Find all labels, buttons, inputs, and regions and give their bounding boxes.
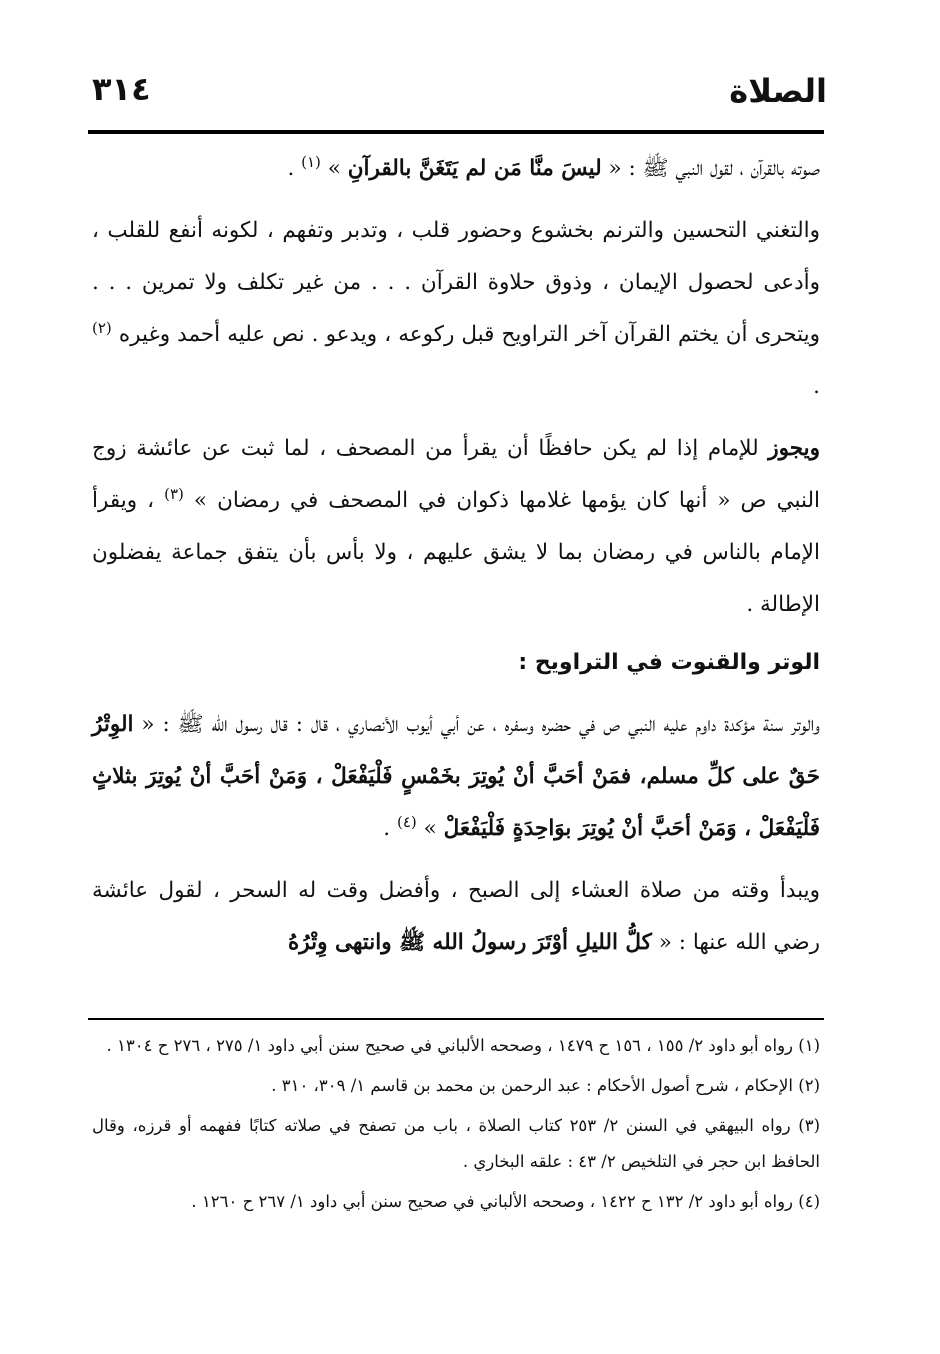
footnotes <box>92 1028 820 1224</box>
page-header <box>92 68 827 120</box>
hadith-quote: ليسَ منَّا مَن لم يَتَغَنَّ بالقرآنِ <box>347 156 602 181</box>
hadith-quote: كلُّ الليلِ أوْتَرَ رسولُ الله ﷺ وانتهى وِتْرُهُ <box>287 930 652 955</box>
footnote-1: (١) رواه أبو داود ٢/ ١٥٥ ، ١٥٦ ح ١٤٧٩ ، وصححه الألباني في صحيح سنن أبي داود ١/ ٢٧٥ ، ٢٧٦ ح ١٣٠٤ . <box>106 1036 820 1055</box>
footnote-4: (٤) رواه أبو داود ٢/ ١٣٢ ح ١٤٢٢ ، وصححه الألباني في صحيح سنن أبي داود ١/ ٢٦٧ ح ١٢٦٠ . <box>191 1192 820 1211</box>
paragraph-text: . <box>287 156 302 181</box>
footnote-ref[interactable]: (٣) <box>164 484 184 503</box>
footnote-ref[interactable]: (١) <box>301 152 321 171</box>
paragraph-text: » <box>416 816 444 841</box>
paragraph-3 <box>92 423 820 631</box>
footnote-ref[interactable]: (٤) <box>396 812 417 831</box>
paragraph-text: صوته بالقرآن ، لقول النبي ﷺ : « <box>601 156 820 181</box>
paragraph-1 <box>92 143 820 195</box>
paragraph-text: للإمام إذا لم يكن حافظًا أن يقرأ من المصحف ، لما ثبت عن عائشة زوج النبي ص « أنها كان يؤمها غلامها ذكوان في المصحف في رمضان » <box>92 436 820 513</box>
paragraph-text: والوتر سنة مؤكدة داوم عليه النبي ص في حضره وسفره ، عن أبي أيوب الأنصاري ، قال : قال رسول الله ﷺ : « <box>133 712 820 737</box>
section-heading: الوتر والقنوت في التراويح : <box>518 650 820 675</box>
paragraph-text: ، ويقرأ الإمام بالناس في رمضان بما لا يشق عليهم ، ولا بأس بأن يتفق جماعة يفضلون الإطالة . <box>92 488 820 617</box>
paragraph-text: » <box>320 156 348 181</box>
main-text <box>92 143 820 969</box>
paragraph-text: ويبدأ وقته من صلاة العشاء إلى الصبح ، وأفضل وقت له السحر ، لقول عائشة رضي الله عنها : « <box>92 878 820 955</box>
chapter-title: الصلاة <box>729 72 827 110</box>
paragraph-text: والتغني التحسين والترنم بخشوع وحضور قلب ، وتدبر وتفهم ، لكونه أنفع للقلب ، وأدعى لحصول الإيمان ، وذوق حلاوة القرآن . . . من غير تكلف ولا تمرين . . . ويتحرى أن يختم القرآن آخر التراويح قبل ركوعه ، ويدعو . نص عليه أحمد وغيره <box>92 218 820 347</box>
footnote-2: (٢) الإحكام ، شرح أصول الأحكام : عبد الرحمن بن محمد بن قاسم ١/ ٣٠٩، ٣١٠ . <box>271 1076 820 1095</box>
paragraph-text: . <box>383 816 397 841</box>
footnote-rule <box>88 1018 824 1020</box>
paragraph-text: . <box>813 374 820 399</box>
footnote-ref[interactable]: (٢) <box>92 318 112 337</box>
hadith-quote: الوِتْرُ حَقٌ على كلِّ مسلم، فمَنْ أحَبَّ أنْ يُوتِرَ بخَمْسٍ فَلْيَفْعَلْ ، وَمَنْ أحَبَّ أنْ يُوتِرَ بثلاثٍ فَلْيَفْعَلْ ، وَمَنْ أحَبَّ أنْ يُوتِرَ بوَاحِدَةٍ فَلْيَفْعَلْ <box>92 712 820 841</box>
paragraph-4 <box>92 699 820 855</box>
page-number: ٣١٤ <box>92 70 151 108</box>
paragraph-5 <box>92 865 820 969</box>
paragraph-lead-word: ويجوز <box>768 436 820 461</box>
paragraph-2 <box>92 205 820 413</box>
header-rule <box>88 130 824 134</box>
footnote-3: (٣) رواه البيهقي في السنن ٢/ ٢٥٣ كتاب الصلاة ، باب من تصفح في صلاته كتابًا ففهمه أو قرزه، وقال الحافظ ابن حجر في التلخيص ٢/ ٤٣ : علقه البخاري . <box>92 1116 820 1171</box>
